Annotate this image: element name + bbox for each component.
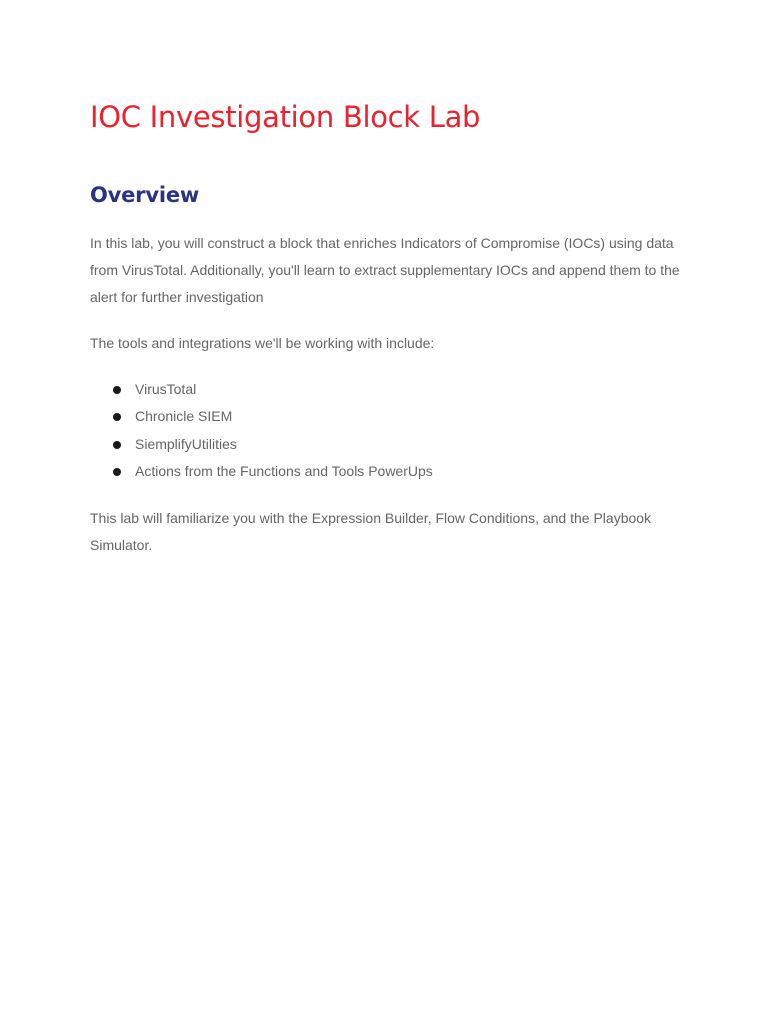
intro-paragraph: In this lab, you will construct a block that enriches Indicators of Compromise (IOCs) using data from VirusTotal. Additionally, you'll learn to extract supplementary IOCs and append them to the alert for further investigation [90,235,680,305]
bullet-icon [113,468,121,476]
list-item [90,403,433,430]
overview-heading: Overview [90,183,200,207]
tools-list [90,376,433,485]
list-item [90,458,433,485]
document-title: IOC Investigation Block Lab [90,100,481,134]
list-item-text: Actions from the Functions and Tools PowerUps [135,462,433,479]
list-item-text: Chronicle SIEM [135,408,233,425]
list-item-text: VirusTotal [135,381,197,397]
list-item [90,376,433,403]
bullet-icon [113,386,121,394]
bullet-icon [113,413,121,421]
list-item-text: SiemplifyUtilities [135,435,237,452]
bullet-icon [113,441,121,449]
closing-paragraph: This lab will familiarize you with the Expression Builder, Flow Conditions, and the Playbook Simulator. [90,510,652,553]
tools-intro-paragraph: The tools and integrations we'll be working with include: [90,335,435,351]
list-item [90,431,433,458]
